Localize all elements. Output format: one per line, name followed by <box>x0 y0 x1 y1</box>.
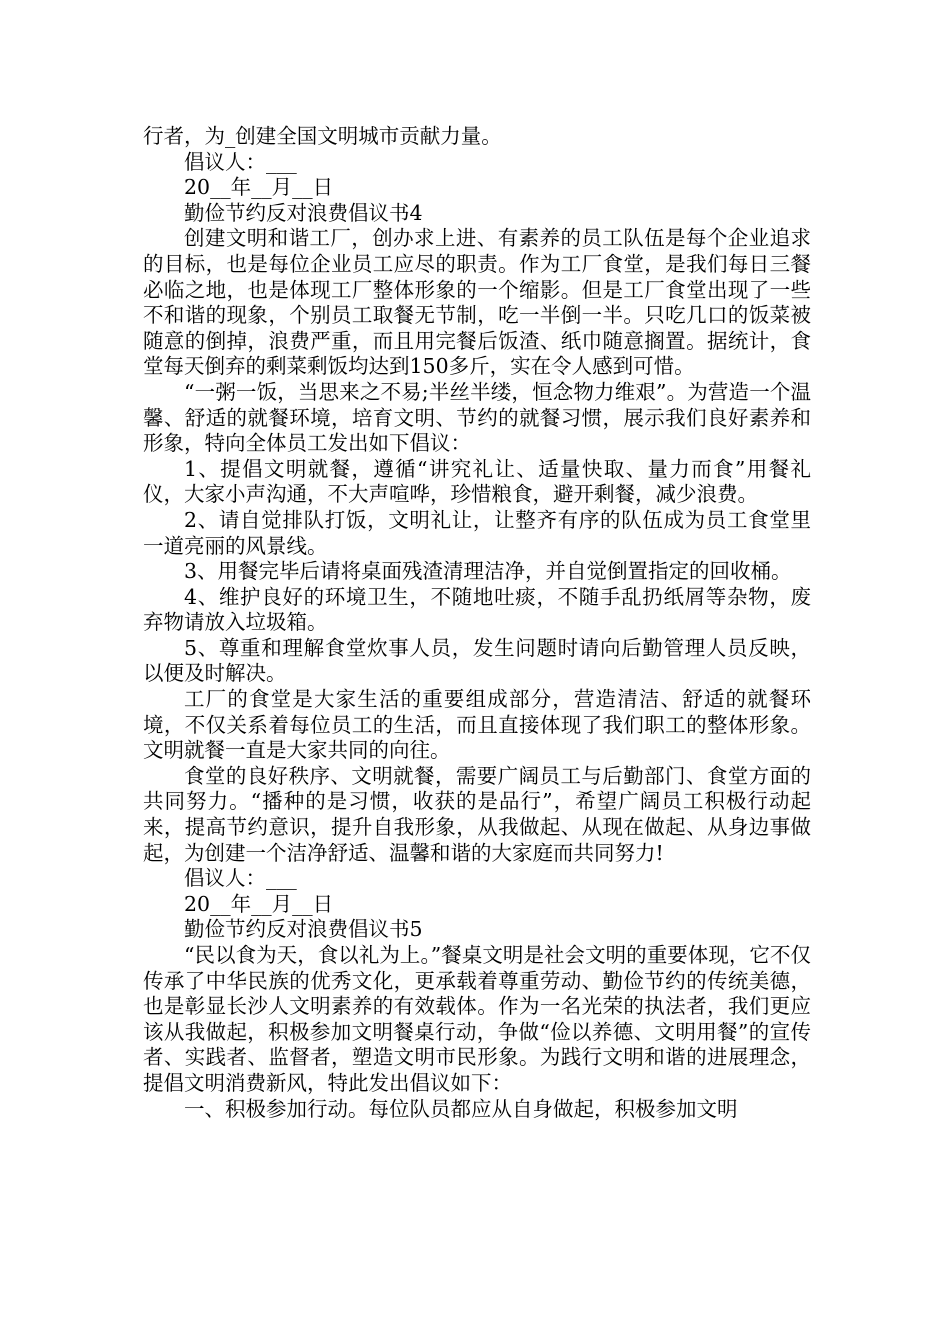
paragraph: 工厂的食堂是大家生活的重要组成部分，营造清洁、舒适的就餐环境，不仅关系着每位员工的生活，而且直接体现了我们职工的整体形象。文明就餐一直是大家共同的向往。 <box>143 687 811 763</box>
list-item: 4、维护良好的环境卫生，不随地吐痰，不随手乱扔纸屑等杂物，废弃物请放入垃圾箱。 <box>143 584 811 635</box>
paragraph: 行者，为_创建全国文明城市贡献力量。 <box>143 124 502 148</box>
list-item: 1、提倡文明就餐，遵循“讲究礼让、适量快取、量力而食”用餐礼仪，大家小声沟通，不大声喧哗，珍惜粮食，避开剩餐，减少浪费。 <box>143 456 811 507</box>
paragraph: 一、积极参加行动。每位队员都应从自身做起，积极参加文明 <box>184 1096 738 1121</box>
list-item: 2、请自觉排队打饭，文明礼让，让整齐有序的队伍成为员工食堂里一道亮丽的风景线。 <box>143 507 811 558</box>
paragraph: “一粥一饭，当思来之不易;半丝半缕，恒念物力维艰”。为营造一个温馨、舒适的就餐环境，培育文明、节约的就餐习惯，展示我们良好素养和形象，特向全体员工发出如下倡议： <box>143 379 811 456</box>
signature-line: 倡议人：___ <box>184 866 297 891</box>
section-title: 勤俭节约反对浪费倡议书4 <box>184 200 423 225</box>
date-line: 20__年__月__日 <box>184 891 334 916</box>
date-line: 20__年__月__日 <box>184 175 334 200</box>
paragraph: “民以食为天，食以礼为上。”餐桌文明是社会文明的重要体现，它不仅传承了中华民族的优秀文化，更承载着尊重劳动、勤俭节约的传统美德，也是彰显长沙人文明素养的有效载体。作为一名光荣的执法者，我们更应该从我做起，积极参加文明餐桌行动，争做“俭以养德、文明用餐”的宣传者、实践者、监督者，塑造文明市民形象。为践行文明和谐的进展理念，提倡文明消费新风，特此发出倡议如下： <box>143 943 811 1095</box>
paragraph: 食堂的良好秩序、文明就餐，需要广阔员工与后勤部门、食堂方面的共同努力。“播种的是习惯，收获的是品行”，希望广阔员工积极行动起来，提高节约意识，提升自我形象，从我做起、从现在做起、从身边事做起，为创建一个洁净舒适、温馨和谐的大家庭而共同努力! <box>143 763 811 865</box>
list-item: 3、用餐完毕后请将桌面残渣清理洁净，并自觉倒置指定的回收桶。 <box>184 559 792 584</box>
document-body <box>143 124 811 1122</box>
list-item: 5、尊重和理解食堂炊事人员，发生问题时请向后勤管理人员反映，以便及时解决。 <box>143 635 811 686</box>
signature-line: 倡议人：___ <box>184 149 297 174</box>
paragraph: 创建文明和谐工厂，创办求上进、有素养的员工队伍是每个企业追求的目标，也是每位企业员工应尽的职责。作为工厂食堂，是我们每日三餐必临之地，也是体现工厂整体形象的一个缩影。但是工厂食堂出现了一些不和谐的现象，个别员工取餐无节制，吃一半倒一半。只吃几口的饭菜被随意的倒掉，浪费严重，而且用完餐后饭渣、纸巾随意搁置。据统计，食堂每天倒弃的剩菜剩饭均达到150多斤，实在令人感到可惜。 <box>143 226 811 379</box>
section-title: 勤俭节约反对浪费倡议书5 <box>184 917 423 942</box>
